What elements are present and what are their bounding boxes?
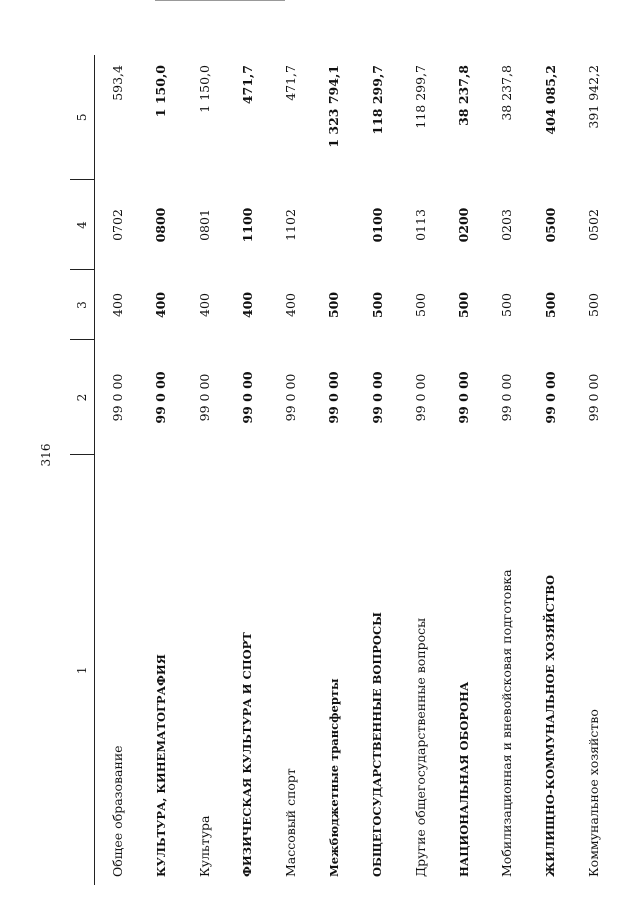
row-name: КУЛЬТУРА, КИНЕМАТОГРАФИЯ bbox=[153, 654, 168, 877]
row-pr: 0113 bbox=[412, 209, 428, 241]
table-body bbox=[95, 55, 616, 885]
row-rz: 500 bbox=[326, 291, 342, 319]
row-rz: 400 bbox=[239, 291, 255, 319]
row-name: Другие общегосударственные вопросы bbox=[412, 617, 428, 877]
row-sum: 593,4 bbox=[109, 65, 125, 101]
row-name: ЖИЛИЩНО-КОММУНАЛЬНОЕ ХОЗЯЙСТВО bbox=[543, 574, 558, 877]
row-code: 99 0 00 bbox=[239, 371, 255, 424]
row-sum: 404 085,2 bbox=[542, 65, 558, 135]
row-name: Коммунальное хозяйство bbox=[585, 709, 601, 877]
row-sum: 38 237,8 bbox=[499, 65, 515, 121]
row-pr: 1102 bbox=[283, 209, 299, 241]
row-rz: 500 bbox=[456, 291, 472, 319]
table-row bbox=[528, 55, 571, 885]
row-code: 99 0 00 bbox=[412, 373, 428, 422]
table-row bbox=[312, 55, 355, 885]
table-row bbox=[442, 55, 485, 885]
header-col-4: 4 bbox=[70, 180, 95, 270]
row-pr: 0100 bbox=[369, 207, 385, 243]
table-row bbox=[139, 55, 182, 885]
page-number bbox=[36, 440, 56, 470]
row-rz: 400 bbox=[196, 293, 212, 317]
table-row bbox=[182, 55, 225, 885]
row-sum: 118 299,7 bbox=[369, 65, 385, 135]
header-col-2: 2 bbox=[70, 340, 95, 455]
row-sum: 118 299,7 bbox=[412, 65, 428, 129]
row-code: 99 0 00 bbox=[456, 371, 472, 424]
table-row bbox=[399, 55, 442, 885]
row-pr bbox=[312, 180, 355, 270]
header-col-1: 1 bbox=[70, 455, 95, 885]
row-name: ФИЗИЧЕСКАЯ КУЛЬТУРА И СПОРТ bbox=[240, 632, 255, 877]
header-col-5: 5 bbox=[70, 55, 95, 180]
row-sum: 38 237,8 bbox=[456, 65, 472, 126]
table-row bbox=[572, 55, 615, 885]
row-sum: 391 942,2 bbox=[585, 65, 601, 129]
row-name: НАЦИОНАЛЬНАЯ ОБОРОНА bbox=[456, 681, 471, 877]
row-sum: 471,7 bbox=[239, 65, 255, 105]
row-sum: 1 323 794,1 bbox=[326, 65, 342, 148]
header-col-3: 3 bbox=[70, 270, 95, 340]
table-row bbox=[269, 55, 312, 885]
table-row bbox=[226, 55, 269, 885]
row-code: 99 0 00 bbox=[499, 373, 515, 422]
row-pr: 0800 bbox=[153, 207, 169, 243]
row-sum: 1 150,0 bbox=[153, 65, 169, 118]
row-pr: 0200 bbox=[456, 207, 472, 243]
budget-table bbox=[70, 55, 615, 885]
table-row bbox=[485, 55, 528, 885]
row-rz: 500 bbox=[585, 293, 601, 317]
row-pr: 0500 bbox=[542, 207, 558, 243]
row-pr: 1100 bbox=[239, 207, 255, 243]
row-rz: 400 bbox=[153, 291, 169, 319]
row-rz: 500 bbox=[499, 293, 515, 317]
row-pr: 0502 bbox=[585, 209, 601, 241]
row-code: 99 0 00 bbox=[109, 373, 125, 422]
page-number-text: 316 bbox=[39, 443, 53, 467]
row-name: Массовый спорт bbox=[283, 768, 299, 877]
table-header-row bbox=[70, 55, 95, 885]
row-rz: 500 bbox=[542, 291, 558, 319]
row-name: ОБЩЕГОСУДАРСТВЕННЫЕ ВОПРОСЫ bbox=[370, 612, 385, 877]
row-pr: 0801 bbox=[196, 209, 212, 241]
budget-table-rotated bbox=[70, 55, 615, 885]
row-sum: 1 150,0 bbox=[196, 65, 212, 113]
row-rz: 400 bbox=[283, 293, 299, 317]
row-name: Общее образование bbox=[109, 745, 125, 877]
row-name: Культура bbox=[196, 815, 212, 877]
row-pr: 0702 bbox=[109, 209, 125, 241]
row-code: 99 0 00 bbox=[196, 373, 212, 422]
scan-edge-mark bbox=[155, 0, 285, 4]
row-code: 99 0 00 bbox=[542, 371, 558, 424]
row-name: Межбюджетные трансферты bbox=[326, 678, 341, 877]
table-row bbox=[95, 55, 140, 885]
row-sum: 471,7 bbox=[283, 65, 299, 101]
row-code: 99 0 00 bbox=[283, 373, 299, 422]
row-code: 99 0 00 bbox=[326, 371, 342, 424]
row-rz: 500 bbox=[412, 293, 428, 317]
row-name: Мобилизационная и вневойсковая подготовка bbox=[499, 569, 515, 877]
row-code: 99 0 00 bbox=[153, 371, 169, 424]
row-rz: 400 bbox=[109, 293, 125, 317]
row-pr: 0203 bbox=[499, 209, 515, 241]
row-code: 99 0 00 bbox=[585, 373, 601, 422]
row-code: 99 0 00 bbox=[369, 371, 385, 424]
row-rz: 500 bbox=[369, 291, 385, 319]
table-row bbox=[355, 55, 398, 885]
